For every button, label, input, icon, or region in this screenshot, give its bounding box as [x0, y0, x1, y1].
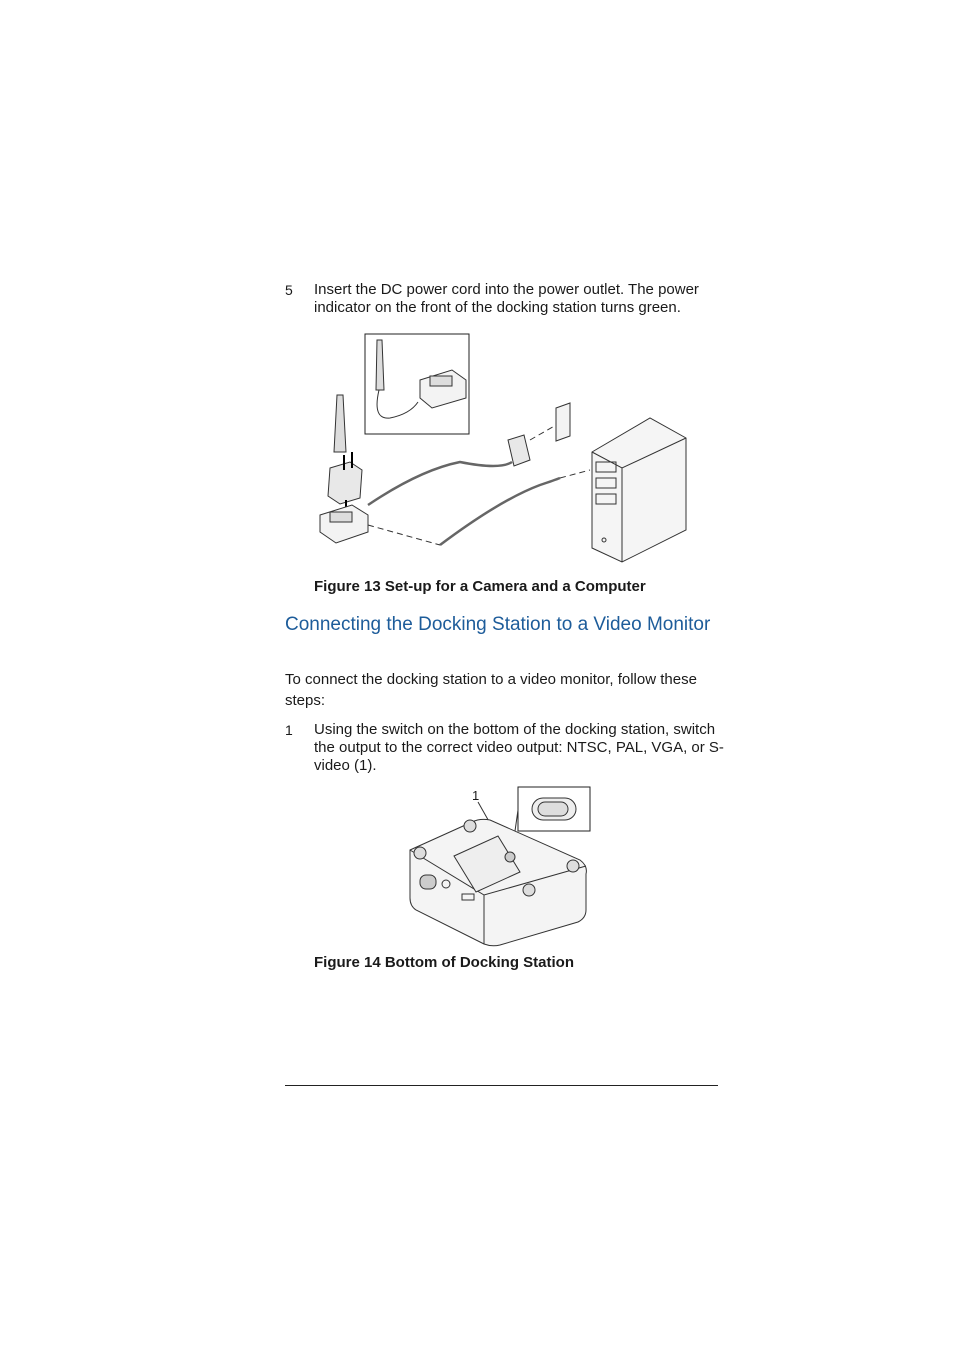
figure-13-caption: Figure 13 Set-up for a Camera and a Computer: [314, 578, 646, 595]
footer-rule: [285, 1085, 718, 1086]
step-number: 1: [285, 722, 293, 738]
section-heading: Connecting the Docking Station to a Video Monitor: [285, 614, 711, 635]
step-number: 5: [285, 282, 293, 298]
figure-14-caption: Figure 14 Bottom of Docking Station: [314, 954, 575, 971]
callout-number: 1: [472, 788, 480, 803]
step-text: Using the switch on the bottom of the docking station, switch the output to the correct video output: NTSC, PAL, VGA, or S-video (1).: [314, 721, 724, 774]
step-text: Insert the DC power cord into the power outlet. The power indicator on the front of the docking station turns green.: [314, 281, 699, 316]
intro-paragraph: To connect the docking station to a video monitor, follow these steps:: [285, 671, 697, 709]
